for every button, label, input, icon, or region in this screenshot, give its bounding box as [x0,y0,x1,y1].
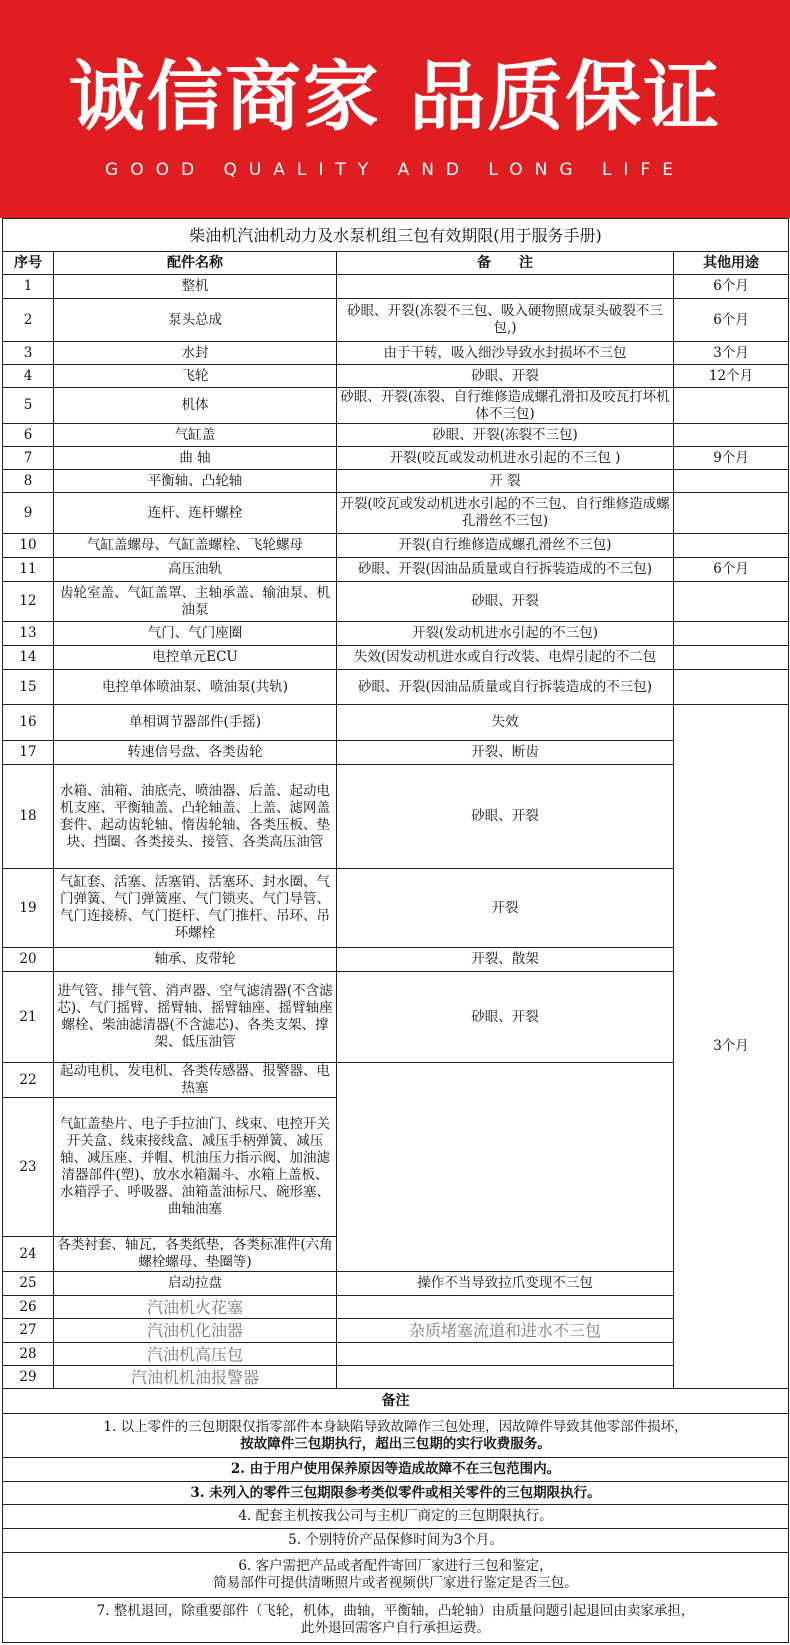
part-name: 气缸盖螺母、气缸盖螺栓、飞轮螺母 [54,534,337,558]
banner-title: 诚信商家 品质保证 [68,52,722,141]
note-item [3,1505,789,1529]
note-item [3,1482,789,1505]
part-name: 水封 [54,342,337,365]
other-use-cell [674,388,789,424]
part-name: 转速信号盘、各类齿轮 [54,741,337,765]
table-row [3,1366,789,1389]
part-name: 汽油机化油器 [54,1319,337,1343]
part-name: 气缸盖 [54,424,337,447]
other-use-cell: 3个月 [674,342,789,365]
other-use-cell [674,534,789,558]
part-name: 单相调节器部件(手摇) [54,705,337,741]
table-row [3,705,789,741]
note-line: 1. 以上零件的三包期限仅指零部件本身缺陷导致故障作三包处理，因故障件导致其他零部件损坏， [103,1418,688,1435]
note-row [3,1553,789,1598]
other-use-cell [674,646,789,670]
table-title: 柴油机汽油机动力及水泵机组三包有效期限(用于服务手册) [3,219,789,252]
part-name: 电控单体喷油泵、喷油泵(共轨) [54,670,337,705]
remark-cell [337,1063,674,1272]
note-line: 4. 配套主机按我公司与主机厂商定的三包期限执行。 [238,1508,553,1524]
row-number: 1 [3,275,54,299]
other-use-cell [674,470,789,493]
other-use-cell: 3个月 [674,705,789,1389]
part-name: 进气管、排气管、消声器、空气滤清器(不含滤芯)、气门摇臂、摇臂轴、摇臂轴座、摇臂轴座螺栓、柴油滤清器(不含滤芯)、各类支架、撑架、低压油管 [54,972,337,1063]
part-name: 机体 [54,388,337,424]
table-row [3,765,789,869]
row-number: 9 [3,493,54,534]
table-row [3,1319,789,1343]
row-number: 28 [3,1343,54,1366]
row-number: 19 [3,869,54,948]
note-row [3,1529,789,1553]
remark-cell: 砂眼、开裂(因油品质量或自行拆装造成的不三包) [337,558,674,582]
note-row [3,1458,789,1482]
remark-cell: 砂眼、开裂(因油品质量或自行拆装造成的不三包) [337,670,674,705]
remark-cell: 砂眼、开裂 [337,582,674,622]
remark-cell: 操作不当导致拉爪变现不三包 [337,1272,674,1296]
remark-cell: 砂眼、开裂(冻裂、自行维修造成螺孔滑扣及咬瓦打坏机体不三包) [337,388,674,424]
part-name: 齿轮室盖、气缸盖罩、主轴承盖、输油泵、机油泵 [54,582,337,622]
part-name: 汽油机高压包 [54,1343,337,1366]
remark-cell: 开裂(咬瓦或发动机进水引起的不三包、自行维修造成螺孔滑丝不三包) [337,493,674,534]
part-name: 启动拉盘 [54,1272,337,1296]
table-row [3,1343,789,1366]
row-number: 14 [3,646,54,670]
remark-cell [337,275,674,299]
table-row [3,972,789,1063]
part-name: 各类衬套、轴瓦，各类纸垫，各类标准件(六角螺栓螺母、垫圈等) [54,1237,337,1272]
table-row [3,948,789,972]
row-number: 3 [3,342,54,365]
table-row [3,622,789,646]
note-line: 按故障件三包期执行，超出三包期的实行收费服务。 [240,1435,551,1452]
remark-cell: 开裂(自行维修造成螺孔滑丝不三包) [337,534,674,558]
table-row [3,670,789,705]
remark-cell: 开裂、断齿 [337,741,674,765]
remark-cell: 开 裂 [337,470,674,493]
table-row [3,424,789,447]
note-item [3,1414,789,1458]
row-number: 27 [3,1319,54,1343]
table-row [3,582,789,622]
banner-subtitle: GOOD QUALITY AND LONG LIFE [105,160,685,180]
table-row [3,741,789,765]
note-row [3,1414,789,1458]
remark-cell: 开裂(咬瓦或发动机进水引起的不三包 ) [337,447,674,470]
row-number: 6 [3,424,54,447]
warranty-table [2,218,789,1643]
table-row [3,447,789,470]
part-name: 气缸套、活塞、活塞销、活塞环、封水圈、气门弹簧、气门弹簧座、气门锁夹、气门导管、气门连接桥、气门挺杆、气门推杆、吊环、吊环螺栓 [54,869,337,948]
table-row [3,1272,789,1296]
row-number: 24 [3,1237,54,1272]
table-row [3,470,789,493]
table-row [3,534,789,558]
note-line: 此外退回需客户自行承担运费。 [301,1620,490,1636]
note-item [3,1598,789,1643]
other-use-cell [674,582,789,622]
note-item [3,1529,789,1553]
note-line: 5. 个别特价产品保修时间为3个月。 [288,1532,503,1548]
remark-cell: 失效 [337,705,674,741]
part-name: 气缸盖垫片、电子手拉油门、线束、电控开关开关盒、线束接线盒、减压手柄弹簧、减压轴、减压座、并帽、机油压力指示阀、加油滤清器部件(塑)、放水水箱漏斗、水箱上盖板、水箱浮子、呼吸器、油箱盖油标尺、碗形塞、曲轴油塞 [54,1098,337,1237]
table-row [3,869,789,948]
header-part-name: 配件名称 [54,252,337,275]
remark-cell: 砂眼、开裂 [337,765,674,869]
note-item [3,1553,789,1598]
table-row [3,342,789,365]
note-line: 简易部件可提供清晰照片或者视频供厂家进行鉴定是否三包。 [213,1575,578,1591]
other-use-cell [674,493,789,534]
row-number: 5 [3,388,54,424]
row-number: 11 [3,558,54,582]
other-use-cell: 6个月 [674,275,789,299]
note-line: 3. 未列入的零件三包期限参考类似零件或相关零件的三包期限执行。 [190,1484,601,1501]
part-name: 汽油机火花塞 [54,1296,337,1319]
table-title-row [3,219,789,252]
remark-cell: 砂眼、开裂 [337,365,674,388]
table-row [3,493,789,534]
part-name: 连杆、连杆螺栓 [54,493,337,534]
remark-cell: 失效(因发动机进水或自行改装、电焊引起的不二包 [337,646,674,670]
header-remark: 备 注 [337,252,674,275]
remark-cell: 杂质堵塞流道和进水不三包 [337,1319,674,1343]
table-row [3,1063,789,1098]
row-number: 22 [3,1063,54,1098]
table-row [3,275,789,299]
table-row [3,299,789,342]
note-row [3,1505,789,1529]
part-name: 汽油机机油报警器 [54,1366,337,1389]
table-row [3,388,789,424]
row-number: 17 [3,741,54,765]
other-use-cell: 12个月 [674,365,789,388]
note-line: 6. 客户需把产品或者配件寄回厂家进行三包和鉴定， [238,1558,553,1574]
other-use-cell: 9个月 [674,447,789,470]
row-number: 25 [3,1272,54,1296]
notes-title-row [3,1389,789,1414]
part-name: 气门、气门座圈 [54,622,337,646]
row-number: 20 [3,948,54,972]
other-use-cell [674,670,789,705]
row-number: 7 [3,447,54,470]
part-name: 高压油轨 [54,558,337,582]
other-use-cell [674,622,789,646]
other-use-cell [674,424,789,447]
remark-cell: 开裂(发动机进水引起的不三包) [337,622,674,646]
remark-cell: 由于干转，吸入细沙导致水封损坏不三包 [337,342,674,365]
part-name: 平衡轴、凸轮轴 [54,470,337,493]
row-number: 10 [3,534,54,558]
part-name: 飞轮 [54,365,337,388]
row-number: 26 [3,1296,54,1319]
part-name: 泵头总成 [54,299,337,342]
row-number: 13 [3,622,54,646]
note-line: 2. 由于用户使用保养原因等造成故障不在三包范围内。 [230,1461,561,1477]
other-use-cell: 6个月 [674,299,789,342]
row-number: 16 [3,705,54,741]
header-other-use: 其他用途 [674,252,789,275]
banner [0,0,790,218]
table-row [3,558,789,582]
remark-cell [337,1366,674,1389]
row-number: 4 [3,365,54,388]
row-number: 12 [3,582,54,622]
table-row [3,365,789,388]
row-number: 29 [3,1366,54,1389]
table-header-row [3,252,789,275]
table-row [3,1296,789,1319]
remark-cell [337,1343,674,1366]
remark-cell: 开裂、散架 [337,948,674,972]
remark-cell: 开裂 [337,869,674,948]
row-number: 8 [3,470,54,493]
part-name: 水箱、油箱、油底壳、喷油器、后盖、起动电机支座、平衡轴盖、凸轮轴盖、上盖、滤网盖套件、起动齿轮轴、惰齿轮轴、各类压板、垫块、挡圈、各类接头、接管、各类高压油管 [54,765,337,869]
remark-cell: 砂眼、开裂 [337,972,674,1063]
remark-cell: 砂眼、开裂(冻裂不三包) [337,424,674,447]
part-name: 整机 [54,275,337,299]
row-number: 2 [3,299,54,342]
note-row [3,1598,789,1643]
part-name: 曲 轴 [54,447,337,470]
notes-title: 备注 [3,1389,789,1414]
note-item [3,1458,789,1482]
header-no: 序号 [3,252,54,275]
other-use-cell: 6个月 [674,558,789,582]
remark-cell: 砂眼、开裂(冻裂不三包、吸入硬物照成泵头破裂不三包,) [337,299,674,342]
note-row [3,1482,789,1505]
part-name: 起动电机、发电机、各类传感器、报警器、电热塞 [54,1063,337,1098]
remark-cell [337,1296,674,1319]
table-row [3,646,789,670]
part-name: 电控单元ECU [54,646,337,670]
row-number: 18 [3,765,54,869]
note-line: 7. 整机退回，除重要部件（飞轮，机体，曲轴，平衡轴，凸轮轴）由质量问题引起退回由卖家承担， [96,1603,695,1619]
row-number: 21 [3,972,54,1063]
row-number: 15 [3,670,54,705]
row-number: 23 [3,1098,54,1237]
part-name: 轴承、皮带轮 [54,948,337,972]
